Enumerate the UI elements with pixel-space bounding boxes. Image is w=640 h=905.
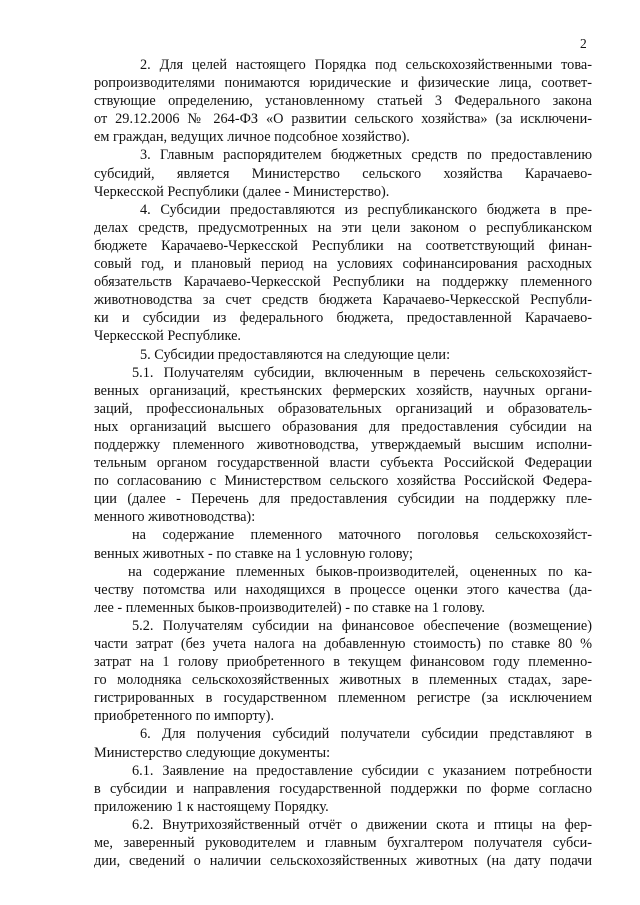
text-line: Министерство следующие документы: [94,744,331,761]
text-line: ропроизводителями понимаются юридические и физические лица, соответ- [94,75,592,92]
text-line: ки и субсидии из федерального бюджета, предоставленной Карачаево- [94,310,592,327]
text-line: на содержание племенных быков-производителей, оцененных по ка- [128,563,592,580]
text-line: в субсидии и направления государственной поддержки по форме согласно [94,780,592,797]
document-body [94,56,592,870]
text-line: заций, профессиональных образовательных организаций и образователь- [94,400,592,417]
text-line: на содержание племенного маточного поголовья сельскохозяйст- [132,527,592,544]
text-line: ме, заверенный руководителем и главным бухгалтером получателя субси- [94,835,592,852]
text-line: ции (далее - Перечень для предоставления субсидии на поддержку пле- [94,491,592,508]
text-line: затрат на 1 голову приобретенного в текущем финансовом году племенно- [94,654,592,671]
text-line: части затрат (без учета налога на добавленную стоимость) по ставке 80 % [94,636,592,652]
text-line: приложению 1 к настоящему Порядку. [94,798,329,815]
text-line: лее - племенных быков-производителей) - по ставке на 1 голову. [94,599,485,616]
text-line: 2. Для целей настоящего Порядка под сельскохозяйственными това- [140,57,592,73]
text-line: го молодняка сельскохозяйственных животных в племенных стадах, заре- [94,672,592,689]
text-line: 5.1. Получателям субсидии, включенным в перечень сельскохозяйст- [132,364,592,381]
text-line: венных организаций, крестьянских фермерских хозяйств, научных органи- [94,382,592,399]
text-line: Черкесской Республике. [94,328,241,345]
text-line: 6.1. Заявление на предоставление субсидии с указанием потребности [132,762,592,779]
text-line: 6.2. Внутрихозяйственный отчёт о движении скота и птицы на фер- [132,816,592,833]
text-line: 6. Для получения субсидий получатели субсидии представляют в [140,726,592,743]
page-number: 2 [580,36,587,51]
text-line: делах средств, предусмотренных на эти цели законом о республиканском [94,219,592,236]
text-line: гистрированных в государственном племенном регистре (за исключением [94,690,592,707]
text-line: 5.2. Получателям субсидии на финансовое обеспечение (возмещение) [132,617,592,634]
text-line: от 29.12.2006 № 264-ФЗ «О развитии сельского хозяйства» (за исключени- [94,111,592,128]
text-line: животноводства за счет средств бюджета Карачаево-Черкесской Республи- [94,292,592,309]
text-line: по согласованию с Министерством сельского хозяйства Российской Федера- [94,473,592,490]
text-line: бюджете Карачаево-Черкесской Республики на соответствующий финан- [94,237,592,254]
text-line: Черкесской Республики (далее - Министерство). [94,183,390,200]
text-line: честву потомства или находящихся в процессе оценки этого качества (да- [94,581,592,598]
text-line: венных животных - по ставке на 1 условную голову; [94,545,413,562]
text-line: 3. Главным распорядителем бюджетных средств по предоставлению [140,147,592,164]
text-line: ем граждан, ведущих личное подсобное хозяйство). [94,129,410,146]
text-line: тельным органом государственной власти субъекта Российской Федерации [94,455,592,472]
text-line: 4. Субсидии предоставляются из республиканского бюджета в пре- [140,201,592,218]
text-line: менного животноводства): [94,509,256,526]
text-line: обязательств Карачаево-Черкесской Республики на поддержку племенного [94,274,592,291]
text-line: ных организаций высшего образования для предоставления субсидии на [94,418,592,435]
text-line: приобретенного по импорту). [94,708,275,725]
text-line: дии, сведений о наличии сельскохозяйственных животных (на дату подачи [94,853,592,870]
text-line: 5. Субсидии предоставляются на следующие цели: [140,346,451,363]
text-line: ствующие определению, установленному статьей 3 Федерального закона [94,93,592,110]
text-line: субсидий, является Министерство сельского хозяйства Карачаево- [94,165,592,182]
text-line: совый год, и плановый период на условиях софинансирования расходных [94,256,592,273]
text-line: поддержку племенного животноводства, утверждаемый высшим исполни- [94,436,592,453]
